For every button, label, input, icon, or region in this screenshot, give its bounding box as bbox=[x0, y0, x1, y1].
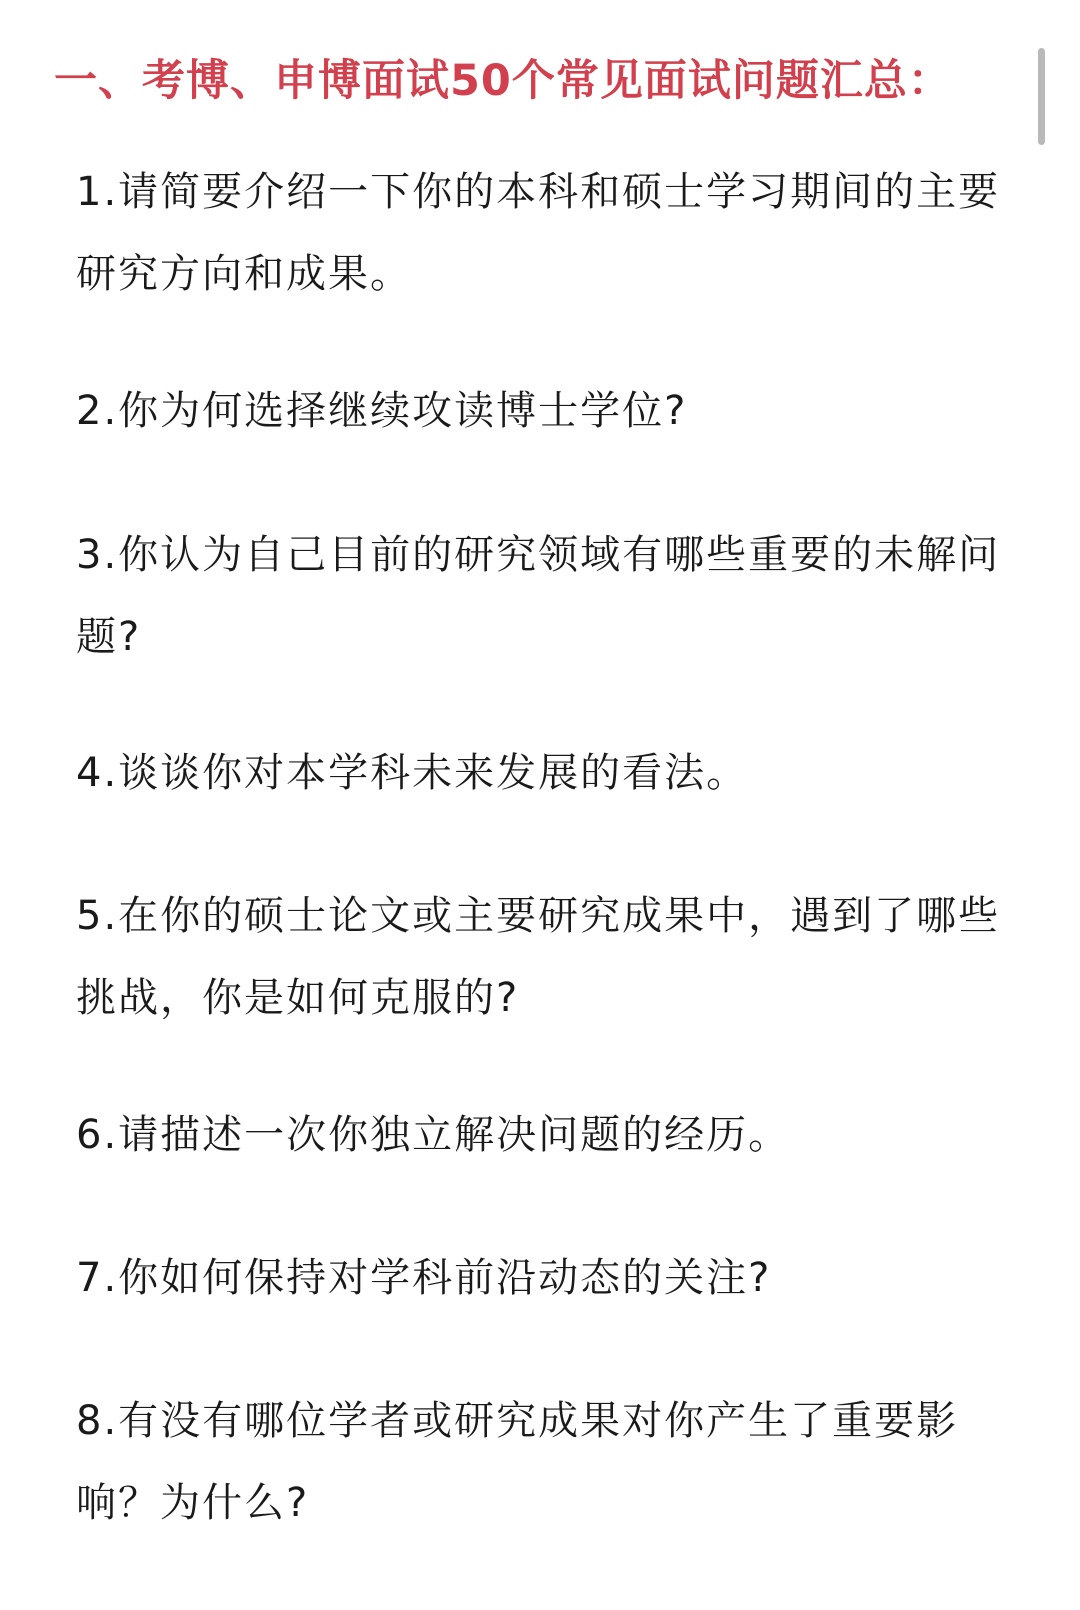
question-2: 2.你为何选择继续攻读博士学位? bbox=[76, 388, 688, 434]
question-4: 4.谈谈你对本学科未来发展的看法。 bbox=[76, 750, 749, 796]
question-5: 5.在你的硕士论文或主要研究成果中，遇到了哪些挑战，你是如何克服的? bbox=[76, 893, 1001, 1021]
page-title: 一、考博、申博面试50个常见面试问题汇总： bbox=[54, 56, 952, 106]
question-1: 1.请简要介绍一下你的本科和硕士学习期间的主要研究方向和成果。 bbox=[76, 169, 1001, 297]
question-6: 6.请描述一次你独立解决问题的经历。 bbox=[76, 1112, 791, 1158]
vertical-scrollbar[interactable] bbox=[1038, 48, 1045, 145]
question-3: 3.你认为自己目前的研究领域有哪些重要的未解问题? bbox=[76, 532, 1001, 660]
question-7: 7.你如何保持对学科前沿动态的关注? bbox=[76, 1255, 772, 1301]
question-8: 8.有没有哪位学者或研究成果对你产生了重要影响？为什么? bbox=[76, 1398, 959, 1526]
